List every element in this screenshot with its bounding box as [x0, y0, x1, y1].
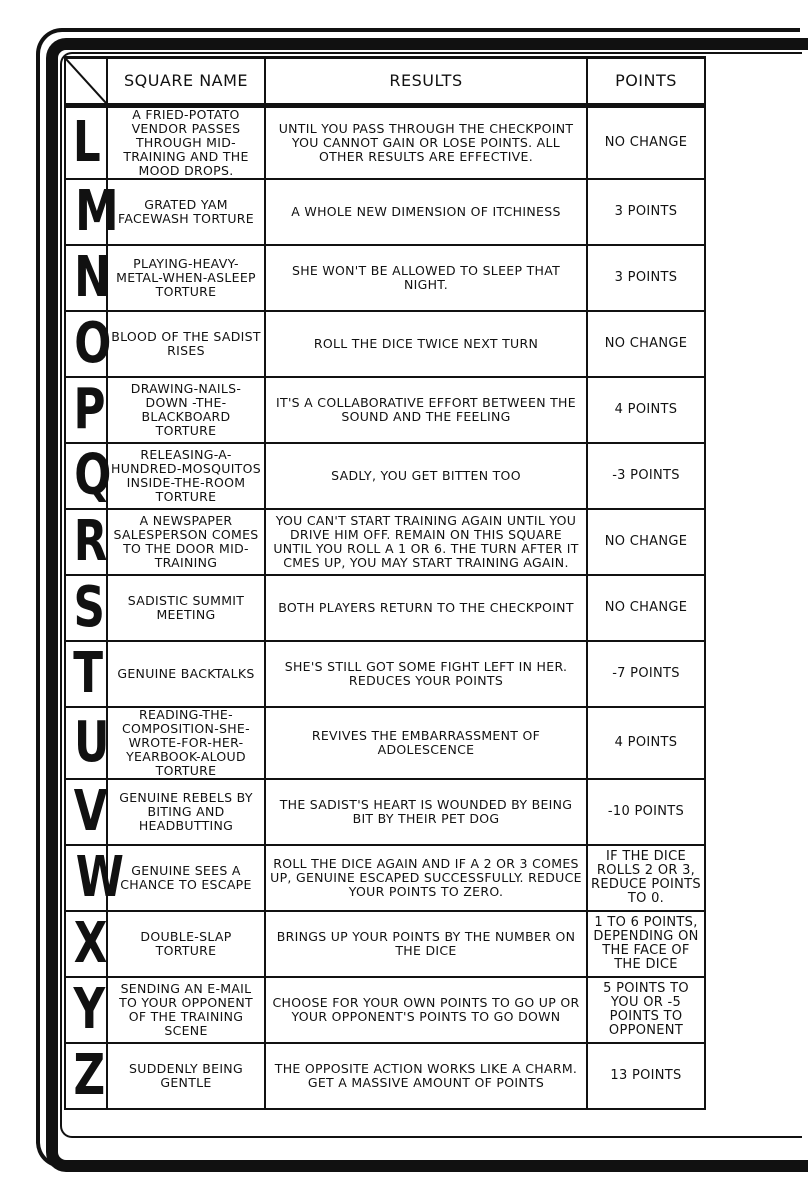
- squares-table: [64, 56, 706, 1110]
- points-cell: 4 POINTS: [587, 707, 705, 779]
- table-row: [65, 911, 705, 977]
- points-cell: 3 POINTS: [587, 245, 705, 311]
- header-points: POINTS: [587, 58, 705, 106]
- letter-cell: [65, 311, 112, 377]
- table-row: [65, 311, 705, 377]
- square-letter: X: [73, 911, 108, 976]
- square-name-cell: GENUINE REBELS BY BITING AND HEADBUTTING: [107, 779, 265, 845]
- square-name-cell: BLOOD OF THE SADIST RISES: [107, 311, 265, 377]
- result-cell: THE SADIST'S HEART IS WOUNDED BY BEING BIT BY THEIR PET DOG: [265, 779, 587, 845]
- letter-cell: [65, 707, 110, 779]
- square-name-cell: READING-THE-COMPOSITION-SHE-WROTE-FOR-HER-YEARBOOK-ALOUD TORTURE: [107, 707, 265, 779]
- result-cell: THE OPPOSITE ACTION WORKS LIKE A CHARM. GET A MASSIVE AMOUNT OF POINTS: [265, 1043, 587, 1109]
- header-results: RESULTS: [265, 58, 587, 106]
- square-name-cell: GENUINE SEES A CHANCE TO ESCAPE: [107, 845, 265, 911]
- table-row: [65, 245, 705, 311]
- table-row: [65, 443, 705, 509]
- square-letter: L: [72, 110, 101, 175]
- result-cell: ROLL THE DICE AGAIN AND IF A 2 OR 3 COMES UP, GENUINE ESCAPED SUCCESSFULLY. REDUCE YOUR POINTS TO ZERO.: [265, 845, 587, 911]
- table-row: [65, 179, 705, 245]
- result-cell: SHE WON'T BE ALLOWED TO SLEEP THAT NIGHT.: [265, 245, 587, 311]
- table-row: [65, 779, 705, 845]
- points-cell: -7 POINTS: [587, 641, 705, 707]
- square-letter: V: [73, 779, 108, 844]
- table-row: [65, 641, 705, 707]
- result-cell: UNTIL YOU PASS THROUGH THE CHECKPOINT YOU CANNOT GAIN OR LOSE POINTS. ALL OTHER RESULTS ARE EFFECTIVE.: [265, 106, 587, 180]
- square-name-cell: RELEASING-A-HUNDRED-MOSQUITOS INSIDE-THE-ROOM TORTURE: [107, 443, 265, 509]
- square-letter: Z: [73, 1043, 106, 1108]
- square-letter: P: [73, 377, 106, 442]
- square-name-cell: PLAYING-HEAVY-METAL-WHEN-ASLEEP TORTURE: [107, 245, 265, 311]
- points-cell: 5 POINTS TO YOU OR -5 POINTS TO OPPONENT: [587, 977, 705, 1043]
- points-cell: -3 POINTS: [587, 443, 705, 509]
- diagonal-line-icon: [66, 59, 106, 103]
- square-name-cell: DOUBLE-SLAP TORTURE: [107, 911, 265, 977]
- table-row: [65, 509, 705, 575]
- square-name-cell: A FRIED-POTATO VENDOR PASSES THROUGH MID-TRAINING AND THE MOOD DROPS.: [107, 106, 265, 180]
- letter-cell: [65, 443, 112, 509]
- square-letter: M: [75, 179, 119, 244]
- letter-cell: [65, 509, 107, 575]
- result-cell: ROLL THE DICE TWICE NEXT TURN: [265, 311, 587, 377]
- result-cell: IT'S A COLLABORATIVE EFFORT BETWEEN THE SOUND AND THE FEELING: [265, 377, 587, 443]
- points-cell: -10 POINTS: [587, 779, 705, 845]
- letter-cell: [65, 245, 111, 311]
- result-cell: SADLY, YOU GET BITTEN TOO: [265, 443, 587, 509]
- table-row: [65, 707, 705, 779]
- square-letter: N: [74, 245, 111, 310]
- square-letter: R: [73, 509, 108, 574]
- points-cell: NO CHANGE: [587, 509, 705, 575]
- square-name-cell: SUDDENLY BEING GENTLE: [107, 1043, 265, 1109]
- result-cell: CHOOSE FOR YOUR OWN POINTS TO GO UP OR YOUR OPPONENT'S POINTS TO GO DOWN: [265, 977, 587, 1043]
- letter-cell: [65, 641, 107, 707]
- header-square-name: SQUARE NAME: [107, 58, 265, 106]
- result-cell: BOTH PLAYERS RETURN TO THE CHECKPOINT: [265, 575, 587, 641]
- square-letter: O: [74, 311, 112, 376]
- result-cell: BRINGS UP YOUR POINTS BY THE NUMBER ON THE DICE: [265, 911, 587, 977]
- letter-cell: [65, 845, 124, 911]
- square-name-cell: GRATED YAM FACEWASH TORTURE: [107, 179, 265, 245]
- square-letter: W: [75, 845, 124, 910]
- square-letter: Q: [74, 443, 112, 508]
- square-name-cell: A NEWSPAPER SALESPERSON COMES TO THE DOOR MID-TRAINING: [107, 509, 265, 575]
- letter-cell: [65, 179, 119, 245]
- result-cell: SHE'S STILL GOT SOME FIGHT LEFT IN HER. REDUCES YOUR POINTS: [265, 641, 587, 707]
- letter-cell: [65, 575, 107, 641]
- points-cell: NO CHANGE: [587, 311, 705, 377]
- corner-cell: [65, 58, 107, 106]
- points-cell: NO CHANGE: [587, 575, 705, 641]
- table-row: [65, 1043, 705, 1109]
- letter-cell: [65, 106, 107, 180]
- table-row: [65, 377, 705, 443]
- table-header-row: [65, 58, 705, 106]
- points-cell: 4 POINTS: [587, 377, 705, 443]
- square-name-cell: SADISTIC SUMMIT MEETING: [107, 575, 265, 641]
- table-row: [65, 575, 705, 641]
- points-cell: 1 TO 6 POINTS, DEPENDING ON THE FACE OF THE DICE: [587, 911, 705, 977]
- square-letter: T: [73, 641, 104, 706]
- points-cell: 3 POINTS: [587, 179, 705, 245]
- letter-cell: [65, 377, 107, 443]
- square-letter: S: [73, 575, 105, 640]
- square-letter: Y: [73, 977, 106, 1042]
- result-cell: REVIVES THE EMBARRASSMENT OF ADOLESCENCE: [265, 707, 587, 779]
- square-letter: U: [74, 710, 110, 775]
- square-name-cell: GENUINE BACKTALKS: [107, 641, 265, 707]
- table-row: [65, 845, 705, 911]
- letter-cell: [65, 977, 107, 1043]
- result-cell: A WHOLE NEW DIMENSION OF ITCHINESS: [265, 179, 587, 245]
- result-cell: YOU CAN'T START TRAINING AGAIN UNTIL YOU DRIVE HIM OFF. REMAIN ON THIS SQUARE UNTIL YOU ROLL A 1 OR 6. THE TURN AFTER IT CMES UP, YOU MAY START TRAINING AGAIN.: [265, 509, 587, 575]
- points-cell: IF THE DICE ROLLS 2 OR 3, REDUCE POINTS TO 0.: [587, 845, 705, 911]
- square-name-cell: SENDING AN E-MAIL TO YOUR OPPONENT OF THE TRAINING SCENE: [107, 977, 265, 1043]
- square-name-cell: DRAWING-NAILS-DOWN -THE-BLACKBOARD TORTURE: [107, 377, 265, 443]
- points-cell: 13 POINTS: [587, 1043, 705, 1109]
- points-cell: NO CHANGE: [587, 106, 705, 180]
- letter-cell: [65, 911, 107, 977]
- letter-cell: [65, 779, 107, 845]
- letter-cell: [65, 1043, 107, 1109]
- table-row: [65, 106, 705, 180]
- table-row: [65, 977, 705, 1043]
